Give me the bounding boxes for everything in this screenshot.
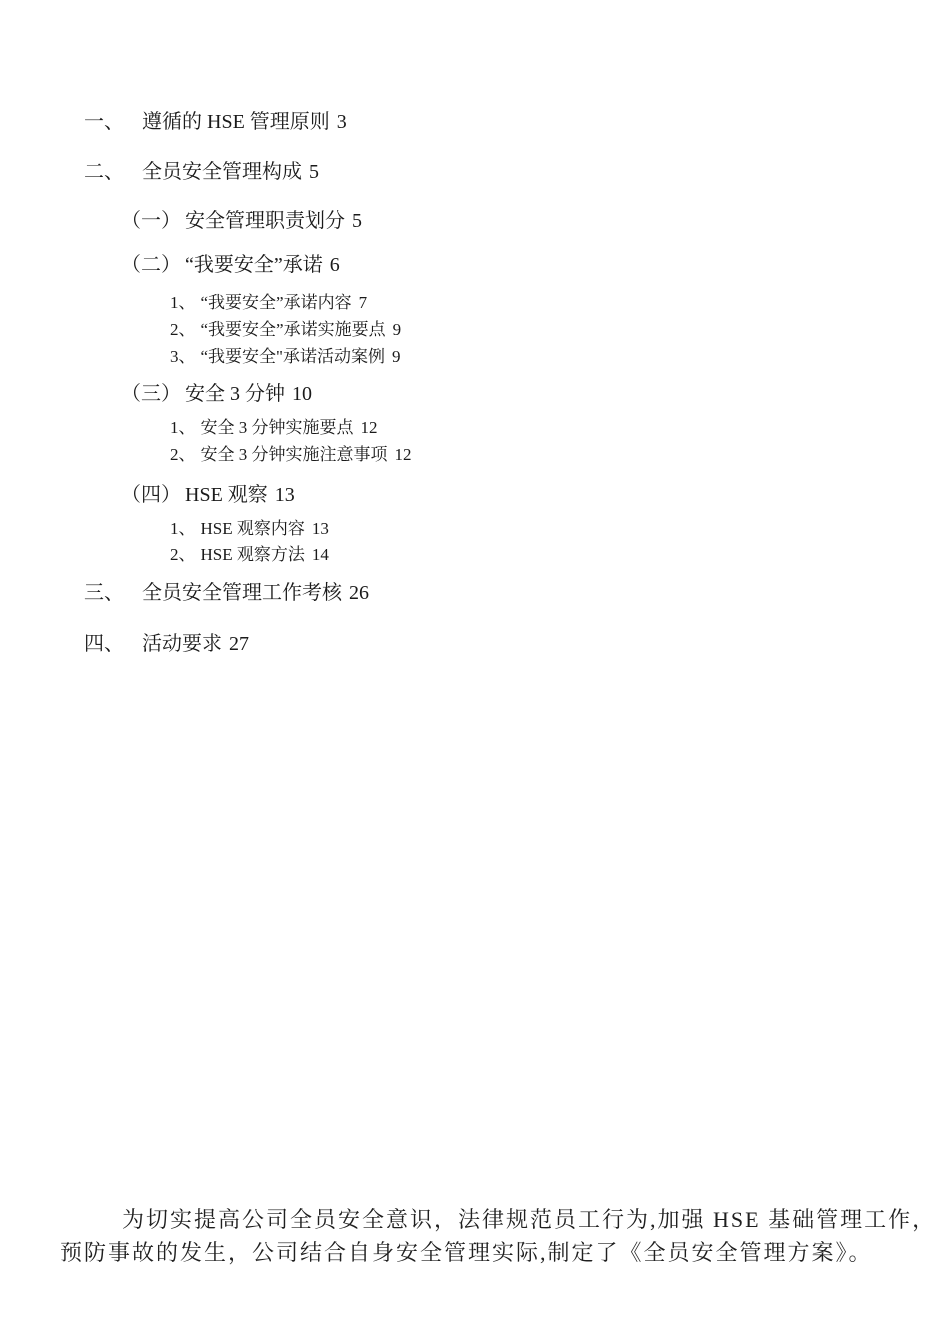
toc-entry [121, 248, 340, 277]
toc-entry-label: “我要安全”承诺内容 [200, 293, 352, 312]
toc-entry [84, 627, 249, 656]
toc-entry-label: 全员安全管理构成 [142, 161, 302, 183]
toc-entry-page: 9 [392, 320, 402, 339]
toc-entry-number: （三） [121, 383, 181, 405]
toc-entry-label: 全员安全管理工作考核 [142, 582, 342, 604]
toc-entry-label: “我要安全"承诺活动案例 [200, 347, 385, 366]
toc-entry-label: HSE 观察 [185, 484, 268, 506]
intro-line: 预防事故的发生，公司结合自身安全管理实际,制定了《全员安全管理方案》。 [60, 1240, 873, 1265]
toc-entry-page: 3 [336, 111, 347, 133]
toc-entry [170, 288, 367, 313]
toc-entry-page: 26 [349, 582, 369, 604]
toc-entry [170, 315, 401, 340]
toc-entry-number: 3、 [170, 347, 196, 366]
toc-entry-number: 一、 [84, 111, 124, 133]
toc-entry-label: 安全管理职责划分 [185, 210, 345, 232]
toc-entry-label: HSE 观察方法 [200, 545, 305, 564]
toc-entry [84, 155, 319, 184]
toc-entry-label: “我要安全”承诺 [185, 254, 323, 276]
intro-line: 为切实提高公司全员安全意识，法律规范员工行为,加强 HSE 基础管理工作， [122, 1207, 937, 1232]
toc-entry-number: 1、 [170, 519, 196, 538]
toc-entry-page: 5 [352, 210, 362, 232]
toc-entry [84, 105, 347, 134]
toc-entry [170, 413, 378, 438]
toc-entry-number: 二、 [84, 161, 124, 183]
toc-entry-number: 1、 [170, 293, 196, 312]
toc-entry-page: 27 [229, 633, 249, 655]
toc-entry-label: 安全 3 分钟实施注意事项 [200, 445, 388, 464]
toc-entry-number: （一） [121, 210, 181, 232]
toc-entry [84, 576, 369, 605]
toc-entry-page: 13 [311, 519, 329, 538]
toc-entry [170, 440, 412, 465]
toc-entry-page: 12 [394, 445, 412, 464]
toc-entry [121, 478, 295, 507]
toc-entry-label: 遵循的 HSE 管理原则 [142, 111, 330, 133]
toc-entry-page: 13 [274, 484, 295, 506]
toc-entry [170, 342, 401, 367]
toc-entry-page: 5 [309, 161, 319, 183]
toc-entry-label: 活动要求 [142, 633, 222, 655]
toc-entry [121, 204, 362, 233]
toc-entry-label: 安全 3 分钟实施要点 [200, 418, 354, 437]
intro-paragraph [60, 1203, 937, 1269]
toc-entry-number: 1、 [170, 418, 196, 437]
toc-entry-number: （二） [121, 254, 181, 276]
toc-entry [170, 540, 329, 565]
toc-entry-number: 四、 [84, 633, 124, 655]
toc-entry-number: （四） [121, 484, 181, 506]
toc-entry-label: HSE 观察内容 [200, 519, 305, 538]
toc-entry-page: 12 [360, 418, 378, 437]
toc-entry-page: 10 [292, 383, 312, 405]
toc-entry-page: 7 [358, 293, 368, 312]
toc-entry-label: “我要安全”承诺实施要点 [200, 320, 386, 339]
toc-entry-number: 2、 [170, 545, 196, 564]
toc-entry-page: 6 [329, 254, 340, 276]
toc-entry-page: 14 [311, 545, 329, 564]
toc-entry-number: 三、 [84, 582, 124, 604]
toc-entry [121, 377, 312, 406]
toc-entry [170, 514, 329, 539]
toc-entry-page: 9 [392, 347, 401, 366]
toc-entry-number: 2、 [170, 445, 196, 464]
toc-entry-number: 2、 [170, 320, 196, 339]
toc-entry-label: 安全 3 分钟 [185, 383, 285, 405]
